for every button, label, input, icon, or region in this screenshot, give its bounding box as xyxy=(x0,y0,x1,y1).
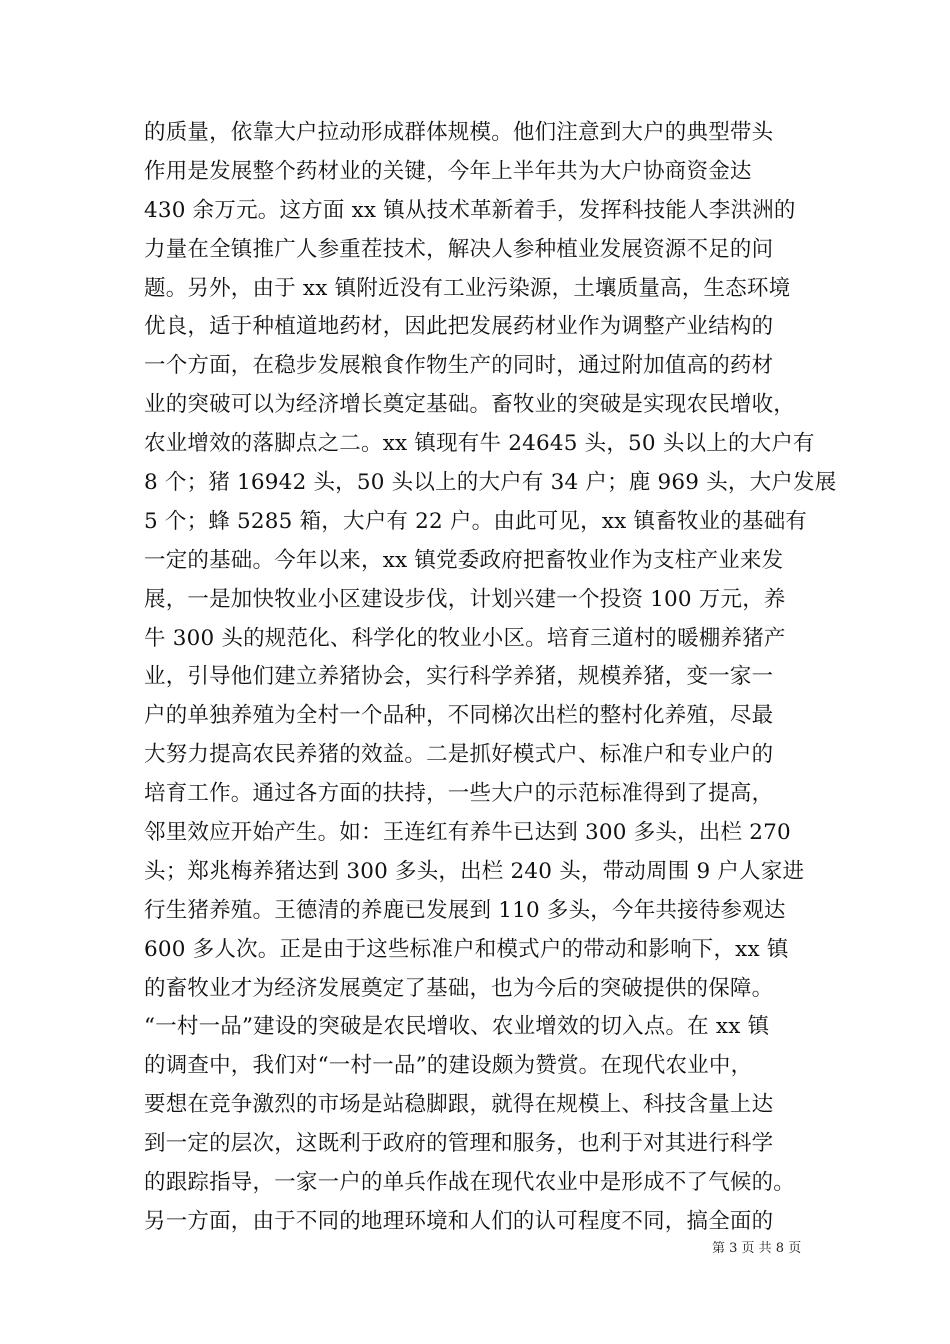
text-line: 的跟踪指导，一家一户的单兵作战在现代农业中是形成不了气候的。 xyxy=(144,1170,796,1196)
text-line: 一个方面，在稳步发展粮食作物生产的同时，通过附加值高的药材 xyxy=(144,353,774,379)
text-line: 要想在竞争激烈的市场是站稳脚跟，就得在规模上、科技含量上达 xyxy=(144,1092,774,1118)
text-line: 业的突破可以为经济增长奠定基础。畜牧业的突破是实现农民增收， xyxy=(144,392,796,418)
text-line: 业，引导他们建立养猪协会，实行科学养猪，规模养猪，变一家一 xyxy=(144,664,774,690)
text-line: 到一定的层次，这既利于政府的管理和服务，也利于对其进行科学 xyxy=(144,1131,774,1157)
text-line: 的质量，依靠大户拉动形成群体规模。他们注意到大户的典型带头 xyxy=(144,120,774,145)
text-line: 5 个；蜂 5285 箱，大户有 22 户。由此可见，xx 镇畜牧业的基础有 xyxy=(144,508,808,534)
text-line: 户的单独养殖为全村一个品种，不同梯次出栏的整村化养殖，尽最 xyxy=(144,703,774,729)
text-line: 邻里效应开始产生。如：王连红有养牛已达到 300 多头，出栏 270 xyxy=(144,820,791,846)
text-line: 题。另外，由于 xx 镇附近没有工业污染源，土壤质量高，生态环境 xyxy=(144,275,791,301)
text-line: 的畜牧业才为经济发展奠定了基础，也为今后的突破提供的保障。 xyxy=(144,975,774,1001)
text-line: 另一方面，由于不同的地理环境和人们的认可程度不同，搞全面的 xyxy=(144,1208,774,1234)
text-line: 优良，适于种植道地药材，因此把发展药材业作为调整产业结构的 xyxy=(144,314,774,340)
text-line: 大努力提高农民养猪的效益。二是抓好模式户、标准户和专业户的 xyxy=(144,742,774,768)
text-line: 行生猪养殖。王德清的养鹿已发展到 110 多头，今年共接待参观达 xyxy=(144,897,786,923)
text-line: 430 余万元。这方面 xx 镇从技术革新着手，发挥科技能人李洪洲的 xyxy=(144,197,796,223)
text-line: 作用是发展整个药材业的关键，今年上半年共为大户协商资金达 xyxy=(144,158,752,184)
text-line: 的调查中，我们对“一村一品”的建设颇为赞赏。在现代农业中， xyxy=(144,1053,753,1079)
page-footer: 第 3 页 共 8 页 xyxy=(712,1241,802,1256)
body-text xyxy=(144,114,837,1242)
text-line: 力量在全镇推广人参重茬技术，解决人参种植业发展资源不足的问 xyxy=(144,236,774,262)
text-line: 8 个；猪 16942 头，50 头以上的大户有 34 户；鹿 969 头，大户发展 xyxy=(144,470,837,496)
text-line: 培育工作。通过各方面的扶持，一些大户的示范标准得到了提高， xyxy=(144,781,774,807)
text-line: 600 多人次。正是由于这些标准户和模式户的带动和影响下，xx 镇 xyxy=(144,936,789,962)
text-line: 农业增效的落脚点之二。xx 镇现有牛 24645 头，50 头以上的大户有 xyxy=(144,431,815,457)
text-line: 展，一是加快牧业小区建设步伐，计划兴建一个投资 100 万元，养 xyxy=(144,586,786,612)
text-line: 头；郑兆梅养猪达到 300 多头，出栏 240 头，带动周围 9 户人家进 xyxy=(144,858,805,884)
text-line: 牛 300 头的规范化、科学化的牧业小区。培育三道村的暖棚养猪产 xyxy=(144,625,786,651)
text-line: “一村一品”建设的突破是农民增收、农业增效的切入点。在 xx 镇 xyxy=(144,1014,770,1040)
text-line: 一定的基础。今年以来，xx 镇党委政府把畜牧业作为支柱产业来发 xyxy=(144,547,784,573)
